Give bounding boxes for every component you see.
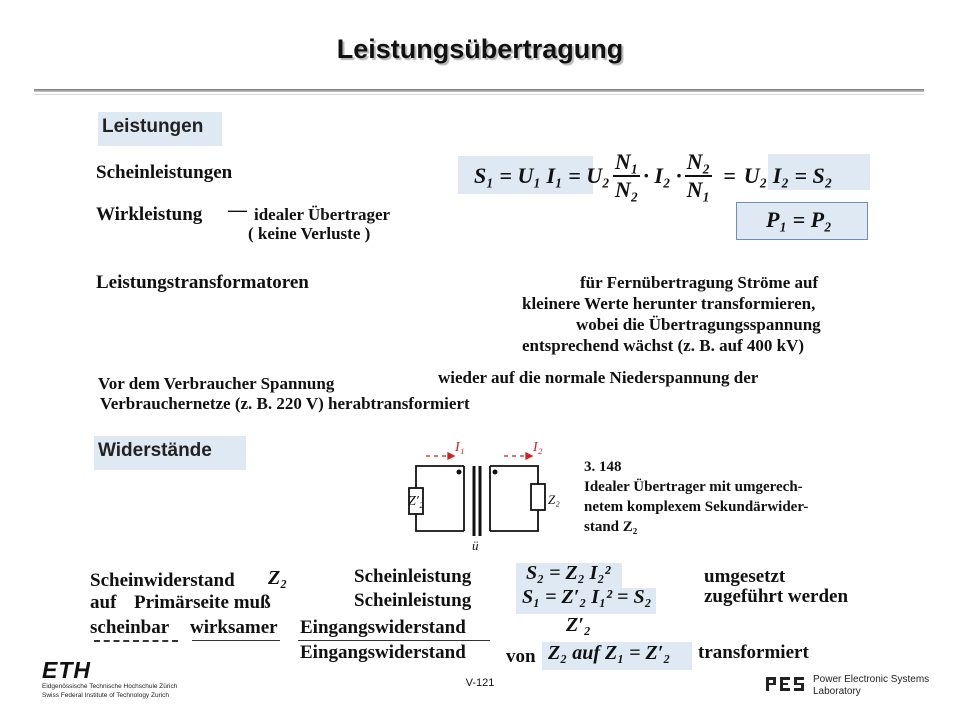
title-divider-shadow [34, 94, 924, 95]
frac-den-n2: N₂ [614, 177, 639, 202]
label-idealer-uebertrager: idealer Übertrager [254, 205, 391, 224]
label-z2: Z₂ [268, 567, 288, 589]
label-z2prime: Z′₂ [566, 614, 591, 636]
text-vor-1a: Vor dem Verbraucher Spannung [98, 374, 335, 393]
text-vor-1b: wieder auf die normale Niederspannung der [438, 368, 759, 387]
label-umgesetzt: umgesetzt [704, 566, 786, 587]
title-divider [34, 89, 924, 92]
underline-wirksamer [192, 640, 280, 641]
label-wirkleistung: Wirkleistung [96, 204, 203, 225]
frac-num-n2: N₂ [685, 149, 713, 177]
equation-s1z: S₁ = Z′₂ I₁² = S₂ [522, 586, 652, 608]
section-heading-leistungen: Leistungen [98, 112, 222, 146]
fraction-n2-n1 [685, 149, 713, 203]
label-leistungstransformatoren: Leistungstransformatoren [96, 272, 309, 293]
label-scheinleistungen: Scheinleistungen [96, 162, 233, 183]
circuit-label-i1: I₁ [455, 440, 465, 455]
text-fern-2: kleinere Werte herunter transformieren, [522, 294, 816, 313]
label-von: von [506, 646, 536, 667]
circuit-label-ue: ü [472, 538, 479, 553]
figure-caption-2: netem komplexem Sekundärwider- [584, 499, 809, 515]
pes-line-2: Laboratory [813, 686, 861, 697]
text-fern-1: für Fernübertragung Ströme auf [580, 273, 819, 292]
frac-num-n1: N₁ [613, 149, 641, 177]
underline-eingangswiderstand [298, 640, 490, 641]
equation-s2z: S₂ = Z₂ I₂² [526, 562, 611, 584]
label-scheinleistung-b: Scheinleistung [354, 590, 472, 611]
text-fern-3: wobei die Übertragungsspannung [576, 315, 821, 334]
eq-equals: = [723, 163, 736, 188]
label-eingangswiderstand-a: Eingangswiderstand [300, 617, 466, 638]
text-vor-2: Verbrauchernetze (z. B. 220 V) herabtransformiert [100, 394, 470, 413]
equation-scheinleistung [474, 146, 832, 206]
text-fern-4: entsprechend wächst (z. B. auf 400 kV) [522, 336, 805, 355]
frac-den-n1: N₁ [686, 177, 711, 202]
label-auf: auf [90, 592, 117, 613]
label-keine-verluste: ( keine Verluste ) [248, 224, 371, 243]
label-primaerseite: Primärseite muß [134, 592, 271, 613]
dash: — [228, 200, 247, 221]
label-scheinwiderstand: Scheinwiderstand [90, 570, 235, 591]
pes-logo-icon [766, 675, 806, 693]
figure-caption-3: stand Z₂ [584, 519, 638, 535]
eq-s2: U₂ I₂ = S₂ [743, 163, 833, 188]
pes-line-1: Power Electronic Systems [813, 674, 930, 685]
equation-zmap: Z₂ auf Z₁ = Z′₂ [548, 642, 671, 664]
fraction-n1-n2 [613, 149, 641, 203]
eth-line-1: Eidgenössische Technische Hochschule Zürich [42, 683, 178, 690]
label-zugefuehrt: zugeführt werden [704, 586, 849, 607]
label-scheinbar: scheinbar [90, 617, 170, 638]
figure-caption-1: Idealer Übertrager mit umgerech- [584, 479, 803, 495]
label-eingangswiderstand-b: Eingangswiderstand [300, 642, 466, 663]
circuit-label-i2: I₂ [533, 440, 543, 455]
circuit-label-z2prime: Z′₂ [408, 494, 424, 509]
eth-logo: ETH [42, 657, 91, 683]
eth-line-2: Swiss Federal Institute of Technology Zurich [42, 692, 170, 699]
underline-scheinbar [94, 640, 178, 642]
eq-i2: · I₂ · [643, 163, 682, 188]
label-scheinleistung-a: Scheinleistung [354, 566, 472, 587]
section-heading-widerstaende: Widerstände [94, 436, 246, 470]
page-number: V-121 [465, 677, 495, 689]
label-transformiert: transformiert [698, 642, 809, 663]
figure-number: 3. 148 [584, 459, 622, 475]
label-wirksamer: wirksamer [190, 617, 278, 638]
circuit-label-z2: Z₂ [548, 492, 560, 507]
page-title: Leistungsübertragung [336, 34, 624, 64]
eq-s1: S₁ = U₁ I₁ = U₂ [474, 163, 610, 188]
equation-wirkleistung: P₁ = P₂ [766, 207, 832, 232]
